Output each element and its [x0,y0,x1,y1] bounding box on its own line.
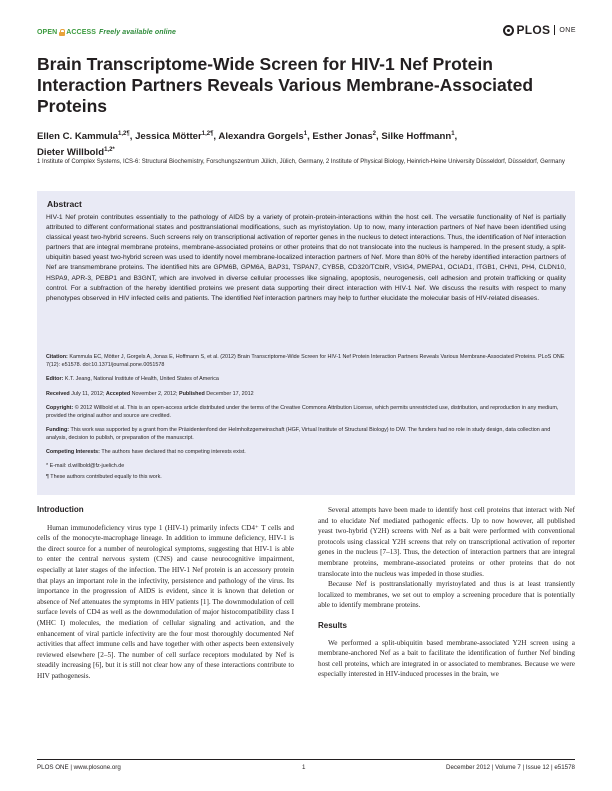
citation: Citation: Kammula EC, Mötter J, Gorgels A, Jonas E, Hoffmann S, et al. (2012) Brain Transcriptome-Wide Screen for HIV-1 Nef Protein Interaction Partners Reveals Various Membrane-Associated Proteins. PLoS ONE 7(12): e51578. doi:10.1371/journal.pone.0051578 [46,354,565,368]
author: Jessica Mötter$^{1,2\P}$ [135,131,214,143]
affiliations: 1 Institute of Complex Systems, ICS-6: Structural Biochemistry, Forschungszentrum Jülich, Jülich, Germany, 2 Institute of Physical Biology, Heinrich-Heine University Düsseldorf, Düsseldorf, Germany [37,159,565,165]
plos-logo-journal: ONE [559,26,576,34]
logo-separator [554,25,555,35]
footer-issue: December 2012 | Volume 7 | Issue 12 | e51578 [446,764,575,771]
footer-page-number: 1 [302,764,306,771]
body-paragraph: Because Nef is posttranslationally myristoylated and thus is at least transiently localized to membranes, we set out to employ a screening procedure that is potentially able to identify membrane proteins. [318,580,575,610]
editor: Editor: K.T. Jeang, National Institute of Health, United States of America [46,376,219,382]
author-list: Ellen C. Kammula$^{1,2\P}$, Jessica Mötter$^{1,2\P}$, Alexandra Gorgels$^1$, Esther Jonas$^2$, Silke Hoffmann$^1$, Dieter Willbold$^{1,2*}$ [37,131,458,158]
author: Alexandra Gorgels$^1$ [218,131,308,143]
open-access-banner [37,29,176,36]
equal-contribution-note: ¶ These authors contributed equally to this work. [46,474,162,480]
author: Dieter Willbold$^{1,2*}$ [37,146,115,158]
competing-interests: Competing Interests: The authors have declared that no competing interests exist. [46,449,246,455]
author: Ellen C. Kammula$^{1,2\P}$ [37,131,130,143]
article-title: Brain Transcriptome-Wide Screen for HIV-1 Nef Protein Interaction Partners Reveals Various Membrane-Associated Proteins [37,54,534,116]
author: Esther Jonas$^2$ [312,131,377,143]
copyright: Copyright: © 2012 Willbold et al. This is an open-access article distributed under the terms of the Creative Commons Attribution License, which permits unrestricted use, distribution, and reproduction in any medium, provided the original author and source are credited. [46,405,559,419]
abstract-heading: Abstract [47,199,82,209]
access-label: ACCESS [66,29,97,36]
body-paragraph: Several attempts have been made to identify host cell proteins that interact with Nef and to elucidate Nef mediated pathogenic effects. Up to now however, all published yeast two-hybrid (Y2H) screens with Nef as a bait were performed with conventional protocols using classical Y2H screens that rely on transcriptional activation of reporter genes in the nucleus [7–13]. Thus, the detection of interaction partners that are integral membrane proteins, membrane-associated proteins or other proteins that do not translocate into the nucleus was impeded in those studies. [318,506,575,578]
abstract-box [37,191,575,495]
right-column [318,505,575,680]
dates: Received July 11, 2012; Accepted November 2, 2012; Published December 17, 2012 [46,391,254,397]
footer-journal: PLOS ONE | www.plosone.org [37,764,121,771]
open-label: OPEN [37,29,58,36]
corresponding-email: * E-mail: d.willbold@fz-juelich.de [46,463,125,469]
results-paragraph: We performed a split-ubiquitin based membrane-associated Y2H screen using a membrane-anchored Nef as a bait to facilitate the identification of further Nef binding host cell proteins, which are integrated in or associated to membranes. Because we were especially interested in HIV-induced processes in the brain, we [318,638,575,679]
funding: Funding: This work was supported by a grant from the Präsidentenfond der Helmholtzgemeinschaft (HGF, Virtual Institute of Structural Biology) to DW. The funders had no role in study design, data collection and analysis, decision to publish, or preparation of the manuscript. [46,427,551,441]
results-heading: Results [318,620,347,630]
footer-rule [37,759,575,760]
left-column [37,505,294,682]
plos-logo-word: PLOS [516,23,551,37]
plos-logo-icon [503,25,514,36]
abstract-text: HIV-1 Nef protein contributes essentially to the pathology of AIDS by a variety of protein-protein-interactions within the host cell. The versatile functionality of Nef is partially attributed to different conformational states and posttranslational modifications, such as myristoylation. Up to now, many interaction partners of Nef have been identified using classical yeast two-hybrid screens. Such screens rely on transcriptional activation of reporter genes in the nucleus to detect interactions. Thus, the identification of Nef interaction partners that are integral membrane proteins, membrane-associated proteins or other proteins that do not translocate into the nucleus is hampered. In the present study, a split-ubiquitin based yeast two-hybrid screen was used to identify novel membrane-localized interaction partners of Nef. More than 80% of the hereby identified interaction partners of Nef are transmembrane proteins. The identified hits are GPM6B, GPM6A, BAP31, TSPAN7, CYB5B, CD320/TCblR, VSIG4, PMEPA1, OCIAD1, ITGB1, CHN1, PH4, CLDN10, HSPA9, APR-3, PEBP1 and B3GNT, which are involved in diverse cellular processes like signaling, apoptosis, neurogenesis, cell adhesion and protein trafficking or quality control. For a subfraction of the hereby identified proteins we present data supporting their direct interaction with HIV-1 Nef. We discuss the results with respect to many phenotypes observed in HIV infected cells and patients. The identified Nef interaction partners may help to further elucidate the molecular basis of HIV-related diseases. [46,214,566,302]
open-access-lock-icon [59,29,65,36]
plos-one-logo [503,23,576,37]
author: Silke Hoffmann$^1$ [381,131,455,143]
introduction-paragraph: Human immunodeficiency virus type 1 (HIV-1) primarily infects CD4⁺ T cells and cells of the monocyte-macrophage lineage. In addition to immune deficiency, HIV-1 is the direct source for a number of neurological symptoms, suggesting that HIV-1 is able to enter the central nervous system (CNS) and cause neurocognitive impairment, especially at later stages of the infection. The HIV-1 Nef protein is an accessory protein that plays an important role in the infectivity, persistence and pathology of the virus. Its importance in the progression of AIDS is evident, since it is known that deletion or absence of Nef attenuates the symptoms in HIV patients [1]. The downmodulation of cell surface levels of CD4 as well as the downmodulation of major histocompatibility class I (MHC I) molecules, the mediation of cellular signaling and activation, and the enhancement of viral particle infectivity are the four most thoroughly documented Nef activities that affect immune cells and have together with other aspects been extensively reviewed elsewhere [2–5]. The number of cell surface receptors modulated by Nef is steadily increasing [6], but it is still not clear how any of these interactions contribute to HIV pathogenesis. [37,523,294,680]
freely-available-label: Freely available online [99,29,177,36]
introduction-heading: Introduction [37,505,84,514]
